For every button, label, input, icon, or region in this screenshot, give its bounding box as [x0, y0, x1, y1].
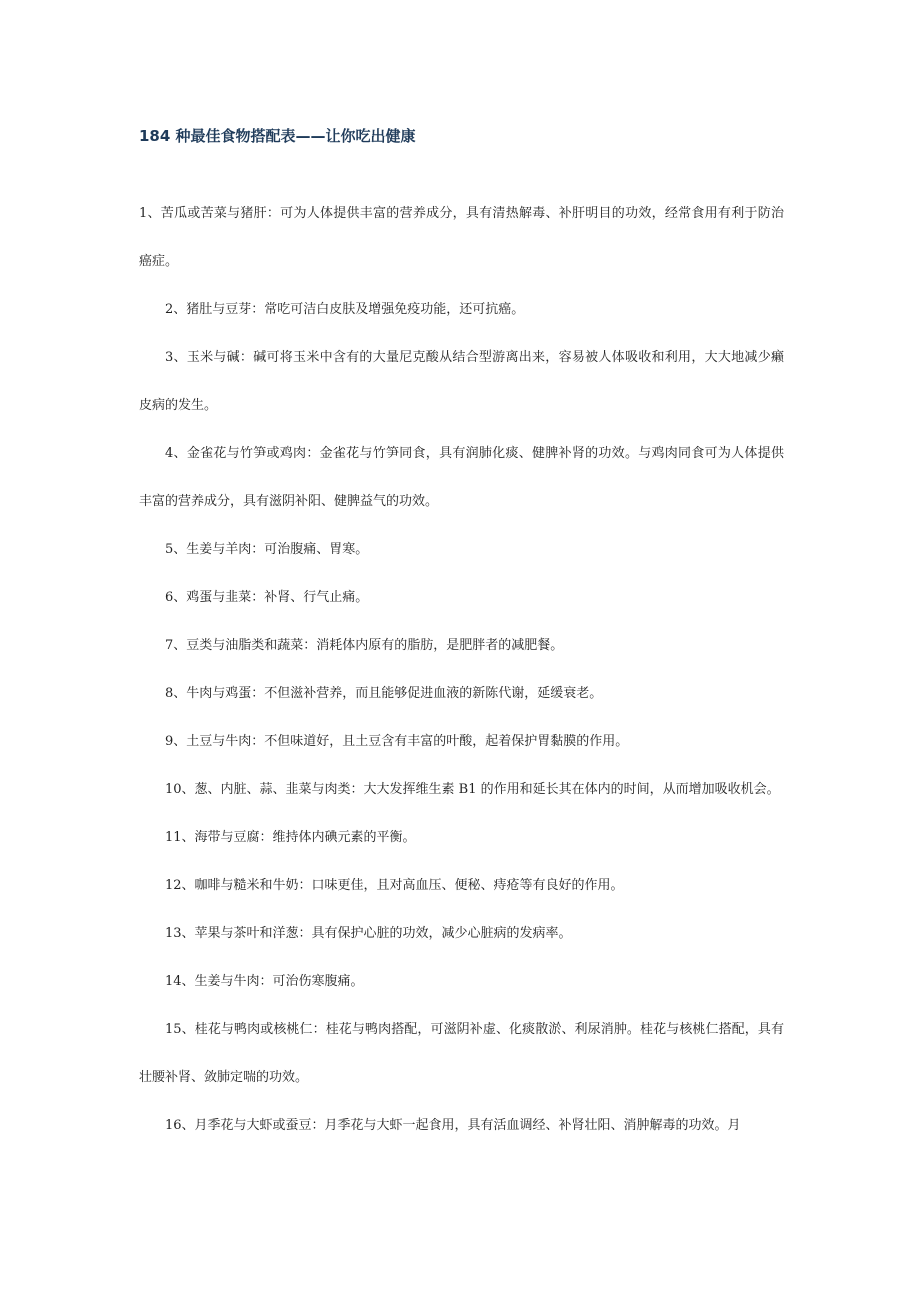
list-item: 7、豆类与油脂类和蔬菜：消耗体内原有的脂肪，是肥胖者的减肥餐。 [165, 638, 564, 653]
list-item: 8、牛肉与鸡蛋：不但滋补营养，而且能够促进血液的新陈代谢，延缓衰老。 [165, 686, 603, 701]
list-item: 12、咖啡与糙米和牛奶：口味更佳，且对高血压、便秘、痔疮等有良好的作用。 [165, 878, 624, 893]
list-item: 16、月季花与大虾或蚕豆：月季花与大虾一起食用，具有活血调经、补肾壮阳、消肿解毒的功效。月 [165, 1118, 741, 1133]
list-item: 10、葱、内脏、蒜、韭菜与肉类：大大发挥维生素 B1 的作用和延长其在体内的时间，从而增加吸收机会。 [165, 782, 780, 797]
list-item: 13、苹果与茶叶和洋葱：具有保护心脏的功效，减少心脏病的发病率。 [165, 926, 572, 941]
list-item: 14、生姜与牛肉：可治伤寒腹痛。 [165, 974, 364, 989]
list-item: 6、鸡蛋与韭菜：补肾、行气止痛。 [165, 590, 369, 605]
page-title: 184 种最佳食物搭配表——让你吃出健康 [139, 127, 416, 145]
list-item: 1、苦瓜或苦菜与猪肝：可为人体提供丰富的营养成分，具有清热解毒、补肝明目的功效，经常食用有利于防治癌症。 [139, 206, 784, 269]
document-body [139, 190, 784, 1150]
list-item: 3、玉米与碱：碱可将玉米中含有的大量尼克酸从结合型游离出来，容易被人体吸收和利用，大大地减少癞皮病的发生。 [139, 350, 784, 413]
list-item: 5、生姜与羊肉：可治腹痛、胃寒。 [165, 542, 369, 557]
list-item: 11、海带与豆腐：维持体内碘元素的平衡。 [165, 830, 416, 845]
list-item: 15、桂花与鸭肉或核桃仁：桂花与鸭肉搭配，可滋阴补虚、化痰散淤、利尿消肿。桂花与核桃仁搭配，具有壮腰补肾、敛肺定喘的功效。 [139, 1022, 784, 1085]
list-item: 4、金雀花与竹笋或鸡肉：金雀花与竹笋同食，具有润肺化痰、健脾补肾的功效。与鸡肉同食可为人体提供丰富的营养成分，具有滋阴补阳、健脾益气的功效。 [139, 446, 784, 509]
list-item: 9、土豆与牛肉：不但味道好，且土豆含有丰富的叶酸，起着保护胃黏膜的作用。 [165, 734, 629, 749]
list-item: 2、猪肚与豆芽：常吃可洁白皮肤及增强免疫功能，还可抗癌。 [165, 302, 525, 317]
